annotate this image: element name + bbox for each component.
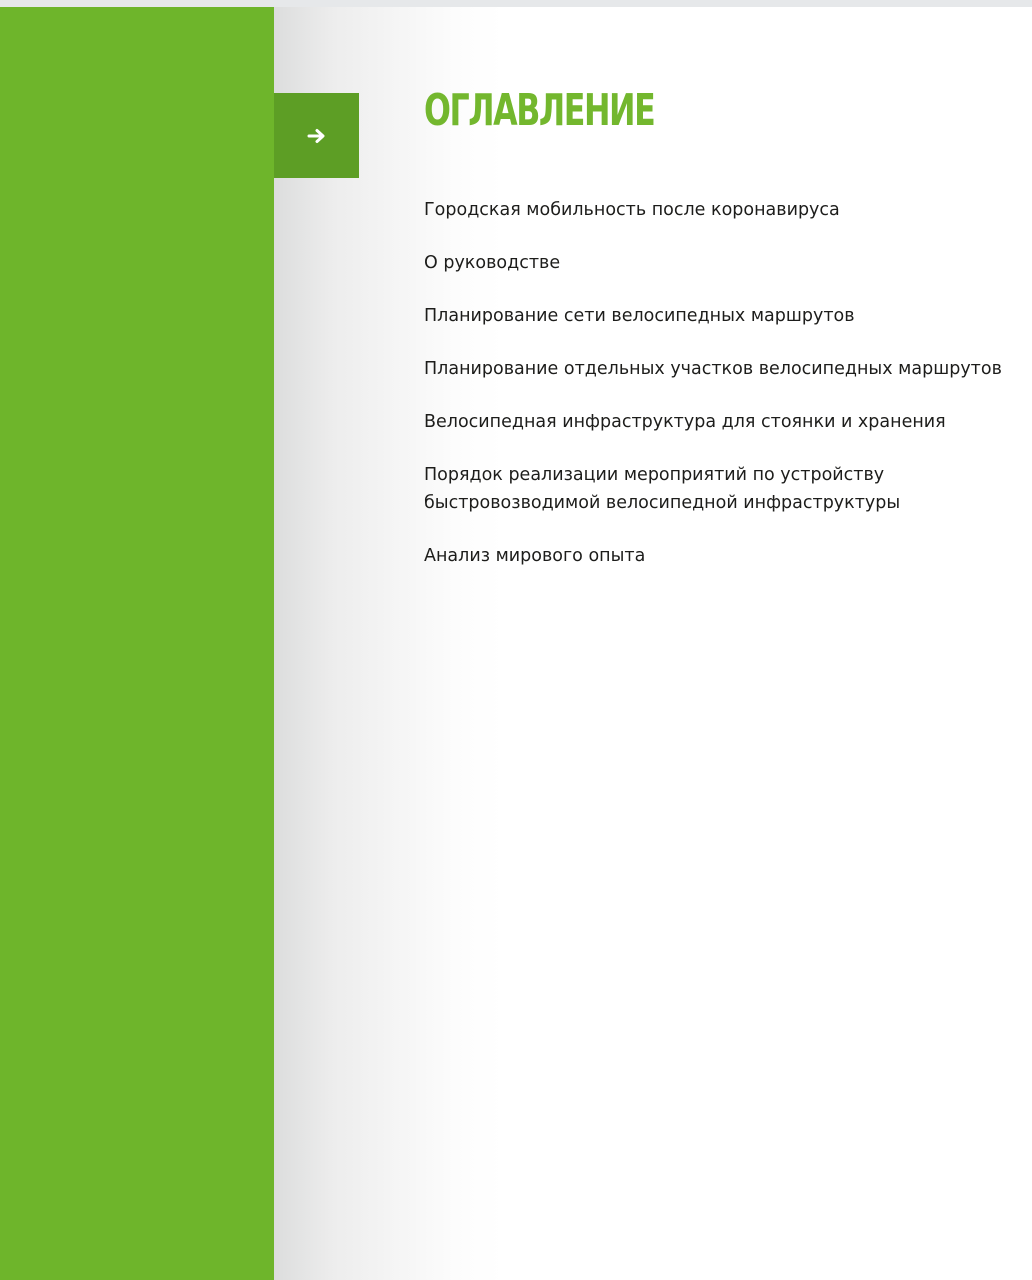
toc-item-network-planning[interactable]: Планирование сети велосипедных маршрутов [424, 306, 855, 326]
top-edge [0, 0, 1032, 7]
toc-item-section-planning[interactable]: Планирование отдельных участков велосипедных маршрутов [424, 359, 1002, 379]
toc-item-parking-infrastructure[interactable]: Велосипедная инфраструктура для стоянки и хранения [424, 412, 946, 432]
toggle-toc-button[interactable] [274, 93, 359, 178]
page-title: ОГЛАВЛЕНИЕ [424, 85, 655, 136]
toc-item-implementation-procedure[interactable]: Порядок реализации мероприятий по устройству быстровозводимой велосипедной инфраструктуры [424, 465, 901, 513]
toc-item-world-experience[interactable]: Анализ мирового опыта [424, 546, 646, 566]
green-sidebar [0, 7, 274, 1280]
toc-item-about-guide[interactable]: О руководстве [424, 253, 561, 273]
toc-item-urban-mobility[interactable]: Городская мобильность после коронавируса [424, 200, 840, 220]
toc-list [424, 196, 1024, 595]
arrow-right-icon [307, 127, 327, 145]
